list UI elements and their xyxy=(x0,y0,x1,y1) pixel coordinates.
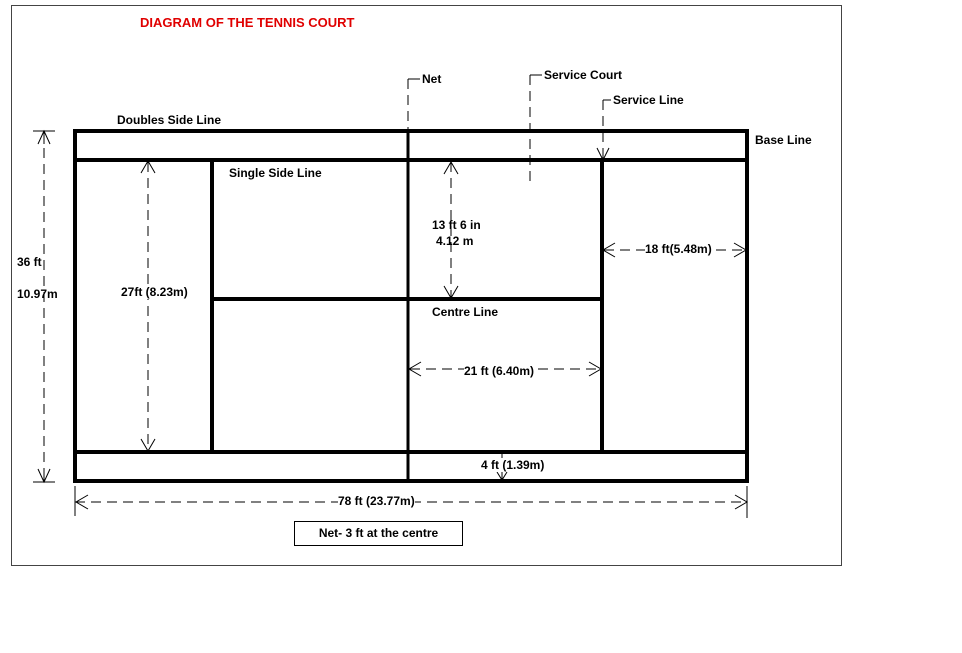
width-ft-label: 36 ft xyxy=(17,255,42,269)
service-box-width-m-label: 4.12 m xyxy=(436,234,474,248)
net-label: Net xyxy=(422,72,442,86)
centre-line-label: Centre Line xyxy=(432,305,499,319)
service-court-label: Service Court xyxy=(544,68,623,82)
single-side-line-label: Single Side Line xyxy=(229,166,322,180)
length-label: 78 ft (23.77m) xyxy=(338,494,415,508)
court-lines xyxy=(75,131,747,481)
singles-width-label: 27ft (8.23m) xyxy=(121,285,188,299)
alley-width-label: 4 ft (1.39m) xyxy=(481,458,545,472)
net-height-note: Net- 3 ft at the centre xyxy=(294,521,463,546)
doubles-side-line-label: Doubles Side Line xyxy=(117,113,222,127)
service-box-width-ft-label: 13 ft 6 in xyxy=(432,218,481,232)
baseline-to-service-label: 18 ft(5.48m) xyxy=(645,242,712,256)
diagram-title: DIAGRAM OF THE TENNIS COURT xyxy=(140,15,355,30)
service-line-length-label: 21 ft (6.40m) xyxy=(464,364,535,378)
width-m-label: 10.97m xyxy=(17,287,58,301)
court-outline xyxy=(75,131,747,481)
service-line-label: Service Line xyxy=(613,93,684,107)
base-line-label: Base Line xyxy=(755,133,812,147)
